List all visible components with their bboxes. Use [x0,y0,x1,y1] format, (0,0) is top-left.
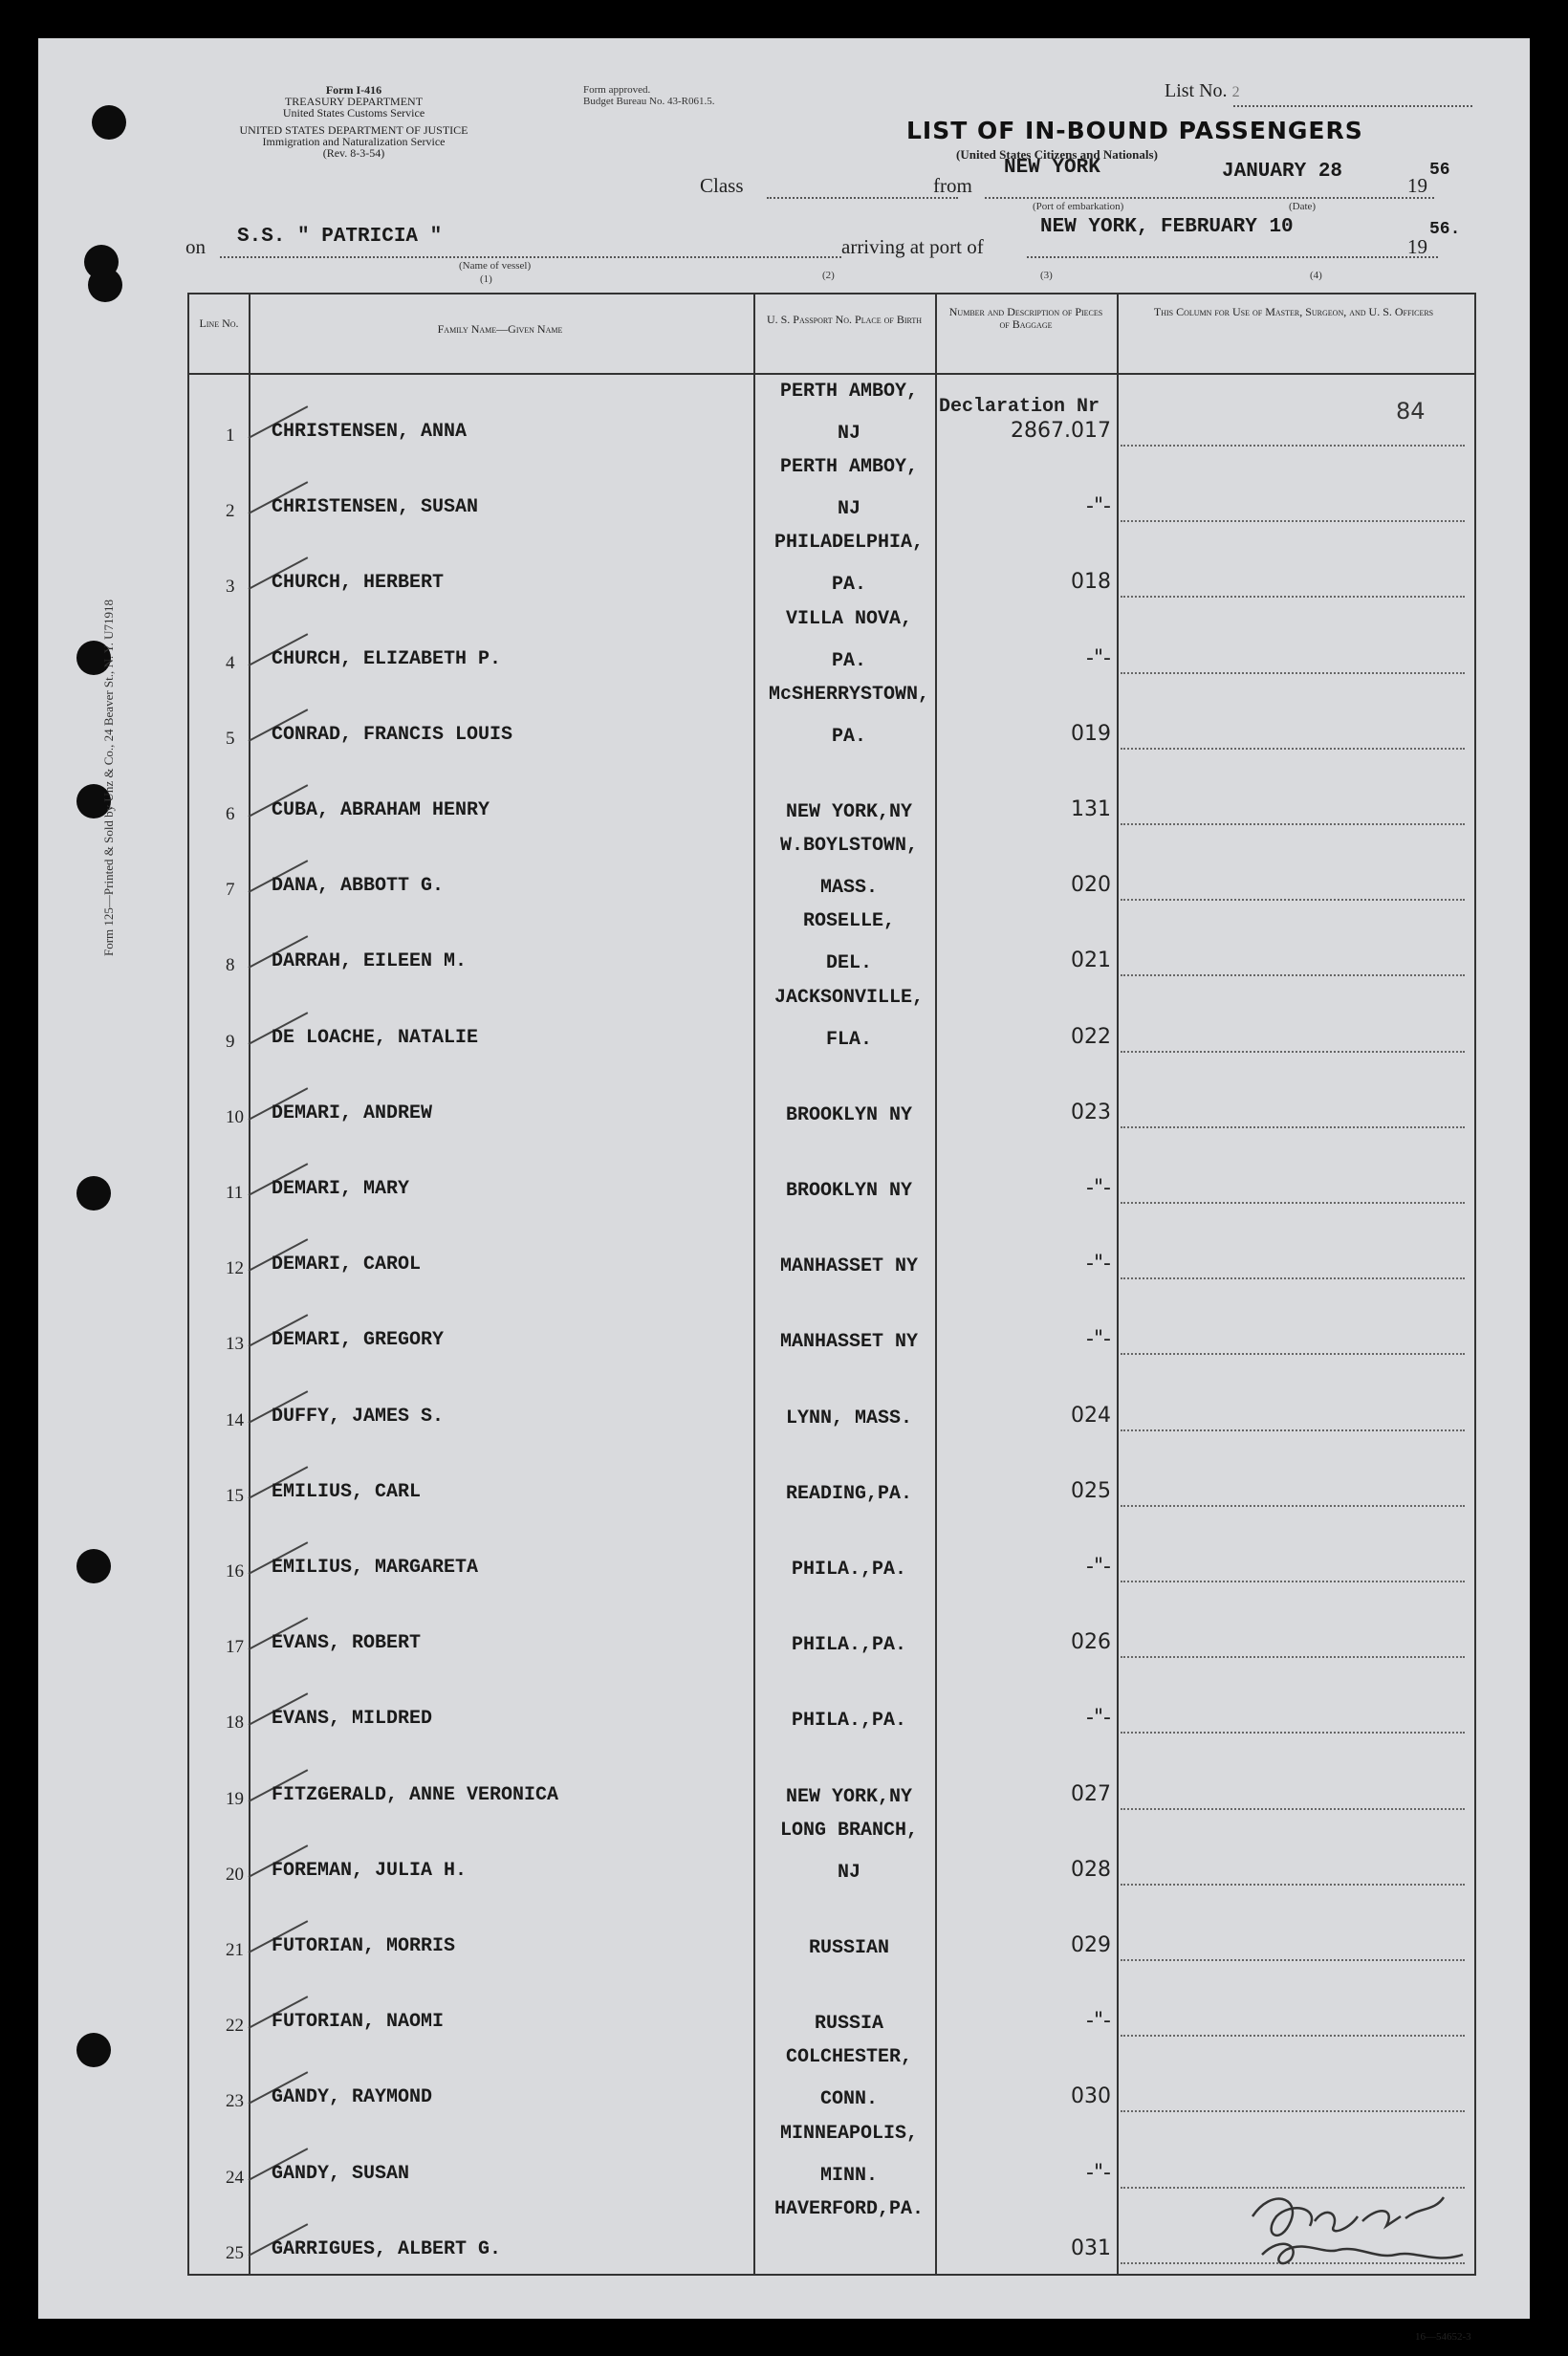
baggage-pieces: -"- [1086,1327,1111,1352]
officer-column-line [1121,1732,1465,1734]
col-header-name: Family Name—Given Name [437,322,563,336]
agency-header [153,84,555,159]
officer-column-line [1121,1581,1465,1582]
officer-column-line [1121,1051,1465,1053]
baggage-pieces: -"- [1086,2009,1111,2034]
treasury-dept: TREASURY DEPARTMENT [284,95,424,108]
officer-column-line [1121,1884,1465,1886]
officer-column-line [1121,1959,1465,1961]
officer-column-line [1121,1353,1465,1355]
passenger-name: FITZGERALD, ANNE VERONICA [272,1783,559,1806]
class-label: Class [700,174,744,197]
customs-service: United States Customs Service [282,106,425,120]
officer-column-line [1121,899,1465,901]
passenger-name: CHRISTENSEN, SUSAN [272,496,479,519]
passenger-name: DEMARI, MARY [272,1178,410,1200]
list-no-value: 2 [1231,84,1240,100]
line-number: 24 [226,2167,244,2188]
officer-column-line [1121,596,1465,598]
justice-dept: UNITED STATES DEPARTMENT OF JUSTICE [239,123,468,137]
passenger-name: DEMARI, ANDREW [272,1102,433,1124]
passenger-name: EVANS, ROBERT [272,1632,422,1655]
footer-code: 16—54652-3 [1415,2331,1471,2343]
birth-place-line2: NEW YORK,NY [785,801,913,823]
approved-label: Form approved. [583,84,651,96]
table-row [189,2042,1474,2118]
baggage-pieces: 019 [1071,721,1111,746]
document-subtitle: (United States Citizens and Nationals) [956,147,1158,162]
baggage-declaration: Declaration Nr [939,396,1100,418]
baggage-pieces: 028 [1071,1857,1111,1882]
passenger-name: DANA, ABBOTT G. [272,875,445,898]
table-row [189,1664,1474,1739]
officer-column-line [1121,2035,1465,2037]
passenger-name: FUTORIAN, MORRIS [272,1935,456,1957]
passenger-name: EMILIUS, MARGARETA [272,1557,479,1579]
document-title: LIST OF IN-BOUND PASSENGERS [906,117,1363,144]
line-number: 17 [226,1637,244,1658]
birth-place-line2: NJ [837,1861,860,1884]
baggage-pieces: 029 [1071,1933,1111,1957]
passenger-name: GANDY, RAYMOND [272,2086,433,2109]
baggage-pieces: -"- [1086,494,1111,519]
punch-hole [76,1176,111,1211]
arrival-line [1027,256,1438,258]
line-number: 14 [226,1409,244,1430]
line-number: 11 [226,1183,244,1203]
punch-hole [76,1549,111,1583]
birth-place-line1: LONG BRANCH, [779,1819,919,1842]
passenger-name: CHRISTENSEN, ANNA [272,421,468,443]
baggage-pieces: -"- [1086,645,1111,670]
list-number [1165,80,1240,102]
birth-place-line2: PHILA.,PA. [791,1710,907,1733]
col-header-line: Line No. [199,316,239,330]
ins-service: Immigration and Naturalization Service [262,135,446,148]
table-row [189,1134,1474,1210]
passenger-name: EVANS, MILDRED [272,1708,433,1731]
vessel-caption: (Name of vessel) [459,260,532,272]
line-number: 5 [226,728,235,749]
birth-place-line2: RUSSIAN [808,1937,889,1959]
date-caption: (Date) [1289,201,1317,212]
table-row [189,831,1474,906]
birth-place-line1: ROSELLE, [802,910,895,933]
birth-place-line2: BROOKLYN NY [785,1103,913,1126]
birth-place-line2: MANHASSET NY [779,1331,919,1354]
officer-column-line [1121,1656,1465,1658]
line-number: 2 [226,501,235,522]
birth-place-line2: PA. [831,649,866,672]
passenger-name: GANDY, SUSAN [272,2162,410,2185]
passenger-name: CUBA, ABRAHAM HENRY [272,799,490,821]
port-embark-caption: (Port of embarkation) [1033,201,1124,212]
birth-place-line2: MINN. [819,2164,878,2187]
line-number: 23 [226,2091,244,2112]
baggage-pieces: -"- [1086,2160,1111,2185]
line-number: 4 [226,652,235,673]
passenger-name: CHURCH, ELIZABETH P. [272,647,502,670]
birth-place-line2: PHILA.,PA. [791,1634,907,1657]
table-row [189,1058,1474,1134]
baggage-pieces: -"- [1086,1176,1111,1200]
table-row [189,1362,1474,1437]
officer-column-line [1121,1126,1465,1128]
baggage-pieces: -"- [1086,1555,1111,1579]
table-row [189,1437,1474,1513]
table-row [189,1967,1474,2042]
officer-note: 84 [1396,398,1426,425]
table-row [189,1891,1474,1967]
birth-place-line2: PA. [831,725,866,748]
caption-3: (3) [1040,270,1053,281]
line-number: 20 [226,1864,244,1885]
birth-place-line1: PHILADELPHIA, [773,532,925,555]
baggage-pieces: 024 [1071,1403,1111,1428]
from-line [985,197,1434,199]
birth-place-line1: VILLA NOVA, [785,607,913,630]
birth-place-line1: McSHERRYSTOWN, [768,683,930,706]
birth-place-line2: LYNN, MASS. [785,1407,913,1429]
header-divider [189,373,1474,375]
class-line [767,197,958,199]
baggage-pieces: -"- [1086,1706,1111,1731]
passenger-name: FUTORIAN, NAOMI [272,2011,445,2034]
passenger-name: EMILIUS, CARL [272,1480,422,1503]
birth-place-line2: MASS. [819,877,878,900]
punch-hole [76,2033,111,2067]
depart-year-prefix: 19 [1407,174,1427,197]
birth-place-line1: MINNEAPOLIS, [779,2122,919,2145]
baggage-pieces: -"- [1086,1252,1111,1276]
table-row [189,1285,1474,1361]
officer-column-line [1121,823,1465,825]
line-number: 7 [226,880,235,901]
birth-place-line2: NJ [837,423,860,445]
table-row [189,604,1474,680]
table-row [189,377,1474,452]
line-number: 15 [226,1485,244,1506]
line-number: 8 [226,955,235,976]
officer-column-line [1121,974,1465,976]
table-row [189,1513,1474,1588]
line-number: 12 [226,1258,244,1279]
baggage-pieces: 2867.017 [1011,419,1111,443]
col-header-baggage: Number and Description of Pieces of Baggage [948,305,1103,331]
passenger-name: CONRAD, FRANCIS LOUIS [272,723,513,746]
officer-signature [1233,2178,1482,2274]
baggage-pieces: 021 [1071,949,1111,973]
depart-year: 56 [1429,161,1450,180]
birth-place-line2: CONN. [819,2088,878,2111]
line-number: 19 [226,1788,244,1809]
line-number: 9 [226,1031,235,1052]
arrival-port-date: NEW YORK, FEBRUARY 10 [1040,216,1294,238]
vessel-line [220,256,841,258]
col-header-officers: This Column for Use of Master, Surgeon, and U. S. Officers [1153,305,1434,318]
baggage-pieces: 020 [1071,873,1111,898]
form-number: Form I-416 [325,83,382,97]
birth-place-line2: BROOKLYN NY [785,1180,913,1202]
officer-column-line [1121,1277,1465,1279]
table-row [189,1588,1474,1664]
revision: (Rev. 8-3-54) [322,146,385,160]
birth-place-line2: NJ [837,498,860,521]
birth-place-line1: HAVERFORD,PA. [773,2197,925,2220]
baggage-pieces: 027 [1071,1781,1111,1806]
line-number: 1 [226,425,235,446]
table-row [189,528,1474,603]
birth-place-line1: COLCHESTER, [785,2046,913,2069]
table-row [189,983,1474,1058]
birth-place-line2: NEW YORK,NY [785,1785,913,1808]
officer-column-line [1121,1808,1465,1810]
passenger-name: GARRIGUES, ALBERT G. [272,2237,502,2260]
table-row [189,680,1474,755]
from-label: from [933,174,972,197]
passenger-table [187,293,1476,2276]
punch-hole [88,268,122,302]
line-number: 13 [226,1334,244,1355]
table-row [189,1816,1474,1891]
line-number: 10 [226,1106,244,1127]
officer-column-line [1121,1202,1465,1204]
birth-place-line2: READING,PA. [785,1482,913,1505]
on-label: on [185,235,206,258]
line-number: 22 [226,2016,244,2037]
officer-column-line [1121,1429,1465,1431]
punch-hole [92,105,126,140]
arrival-year-prefix: 19 [1407,235,1427,258]
col-header-passport: U. S. Passport No. Place of Birth [766,313,923,326]
line-number: 3 [226,577,235,598]
birth-place-line1: JACKSONVILLE, [773,986,925,1009]
birth-place-line2: DEL. [825,952,872,975]
baggage-pieces: 030 [1071,2084,1111,2109]
baggage-pieces: 018 [1071,570,1111,595]
table-row [189,1210,1474,1285]
officer-column-line [1121,672,1465,674]
table-row [189,755,1474,831]
table-row [189,1740,1474,1816]
arriving-label: arriving at port of [841,235,984,258]
line-number: 6 [226,804,235,824]
birth-place-line2: MANHASSET NY [779,1255,919,1278]
officer-column-line [1121,445,1465,447]
passenger-name: DEMARI, GREGORY [272,1329,445,1352]
table-row [189,906,1474,982]
officer-column-line [1121,2110,1465,2112]
arrival-year: 56. [1429,220,1461,239]
birth-place-line2: PA. [831,574,866,597]
birth-place-line2: FLA. [825,1028,872,1051]
passenger-name: DEMARI, CAROL [272,1254,422,1276]
baggage-pieces: 023 [1071,1100,1111,1124]
baggage-pieces: 025 [1071,1478,1111,1503]
passenger-name: FOREMAN, JULIA H. [272,1859,468,1882]
budget-number: Budget Bureau No. 43-R061.5. [583,96,715,107]
from-value: NEW YORK [1004,157,1100,179]
vessel-name: S.S. " PATRICIA " [237,226,443,248]
birth-place-line1: PERTH AMBOY, [779,456,919,479]
caption-4: (4) [1310,270,1322,281]
side-printer-text: Form 125—Printed & Sold by Unz & Co., 24 Beaver St., N. Y. U71918 [101,599,116,956]
birth-place-line1: PERTH AMBOY, [779,381,919,403]
line-number: 18 [226,1712,244,1734]
form-sheet [38,38,1530,2343]
table-row [189,452,1474,528]
baggage-pieces: 022 [1071,1024,1111,1049]
caption-2: (2) [822,270,835,281]
passenger-name: DUFFY, JAMES S. [272,1405,445,1428]
birth-place-line1: W.BOYLSTOWN, [779,835,919,858]
list-no-label: List No. [1165,80,1228,101]
caption-1: (1) [480,273,492,285]
officer-column-line [1121,1505,1465,1507]
baggage-pieces: 026 [1071,1630,1111,1655]
line-number: 25 [226,2242,244,2263]
baggage-pieces: 131 [1071,797,1111,821]
list-no-line [1233,105,1472,107]
passenger-name: DE LOACHE, NATALIE [272,1026,479,1049]
approval-note [583,84,714,107]
baggage-pieces: 031 [1071,2236,1111,2260]
depart-date: JANUARY 28 [1222,161,1343,183]
passenger-name: CHURCH, HERBERT [272,572,445,595]
line-number: 16 [226,1561,244,1582]
officer-column-line [1121,748,1465,750]
birth-place-line2: RUSSIA [814,2013,883,2036]
birth-place-line2: PHILA.,PA. [791,1559,907,1581]
officer-column-line [1121,520,1465,522]
passenger-name: DARRAH, EILEEN M. [272,950,468,973]
line-number: 21 [226,1940,244,1960]
